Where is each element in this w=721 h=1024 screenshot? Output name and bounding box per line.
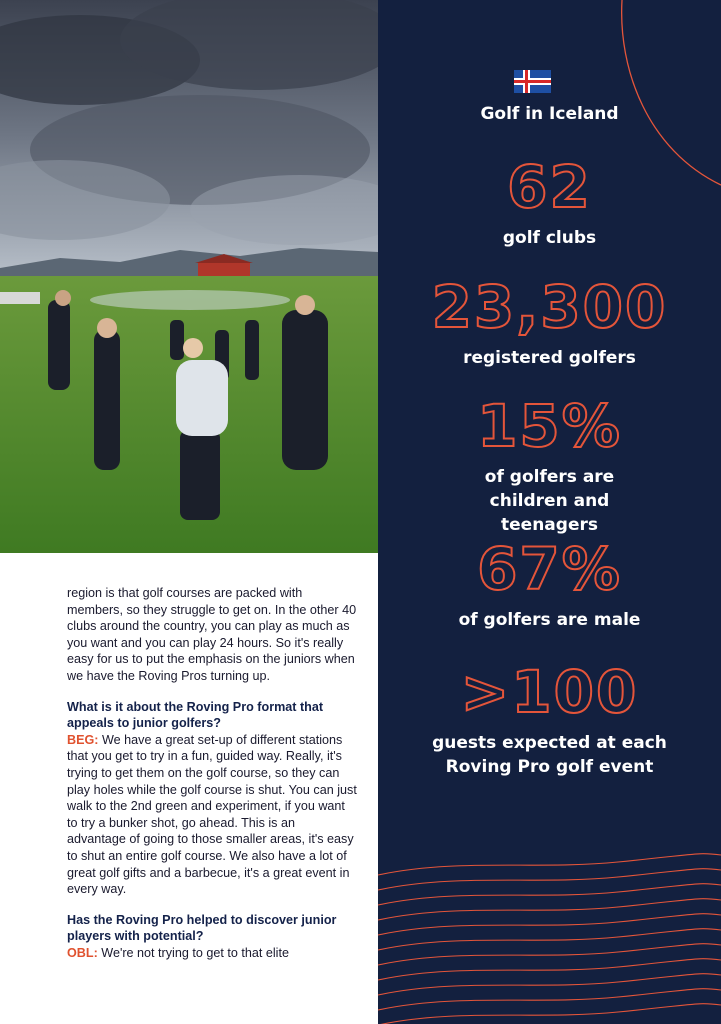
stat-value: >100 — [460, 658, 639, 726]
speaker-label: BEG: — [67, 732, 99, 747]
article-text — [67, 585, 357, 975]
panel-title: Golf in Iceland — [480, 104, 619, 124]
question-answer-block — [67, 912, 357, 962]
paragraph: region is that golf courses are packed with members, so they struggle to get on. In the other 40 clubs around the country, you can play as much as you want and you can play 24 hours. So it's really easy for us to put the emphasis on the juniors when we have the Roving Pros turning up. — [67, 586, 357, 683]
answer: We're not trying to get to that elite — [97, 945, 289, 960]
stat-value: 62 — [507, 153, 592, 221]
stat-label: registered golfers — [463, 348, 636, 368]
speaker-label: OBL: — [67, 945, 98, 960]
stats-panel — [378, 0, 721, 1024]
stat-block — [378, 392, 721, 537]
question: Has the Roving Pro helped to discover junior players with potential? — [67, 912, 337, 944]
stat-label: guests expected at each Roving Pro golf event — [432, 733, 667, 777]
stat-label: of golfers are children and teenagers — [484, 467, 615, 535]
answer: We have a great set-up of different stations that you get to try in a fun, guided way. Really, it's trying to get them on the golf course, so they can play holes while the golf course is shut. You can just walk to the 2nd green and experiment, if you want to try a bunker shot, go ahead. This is an advantage of going to those smaller areas, it's easy to shut an entire golf course. We also have a lot of great golf gifts and a barbecue, it's a great event in every way. — [67, 732, 357, 897]
question-answer-block — [67, 699, 357, 898]
stat-value: 23,300 — [431, 273, 668, 341]
stat-block — [378, 535, 721, 632]
question: What is it about the Roving Pro format that appeals to junior golfers? — [67, 699, 324, 731]
golf-photo — [0, 0, 378, 553]
iceland-flag-icon — [514, 70, 551, 93]
stat-block — [378, 153, 721, 250]
stat-value: 15% — [477, 392, 622, 460]
stat-label: of golfers are male — [458, 610, 641, 630]
stat-label: golf clubs — [502, 228, 597, 248]
stat-block — [378, 273, 721, 370]
stat-value: 67% — [477, 535, 622, 603]
stat-block — [378, 658, 721, 779]
